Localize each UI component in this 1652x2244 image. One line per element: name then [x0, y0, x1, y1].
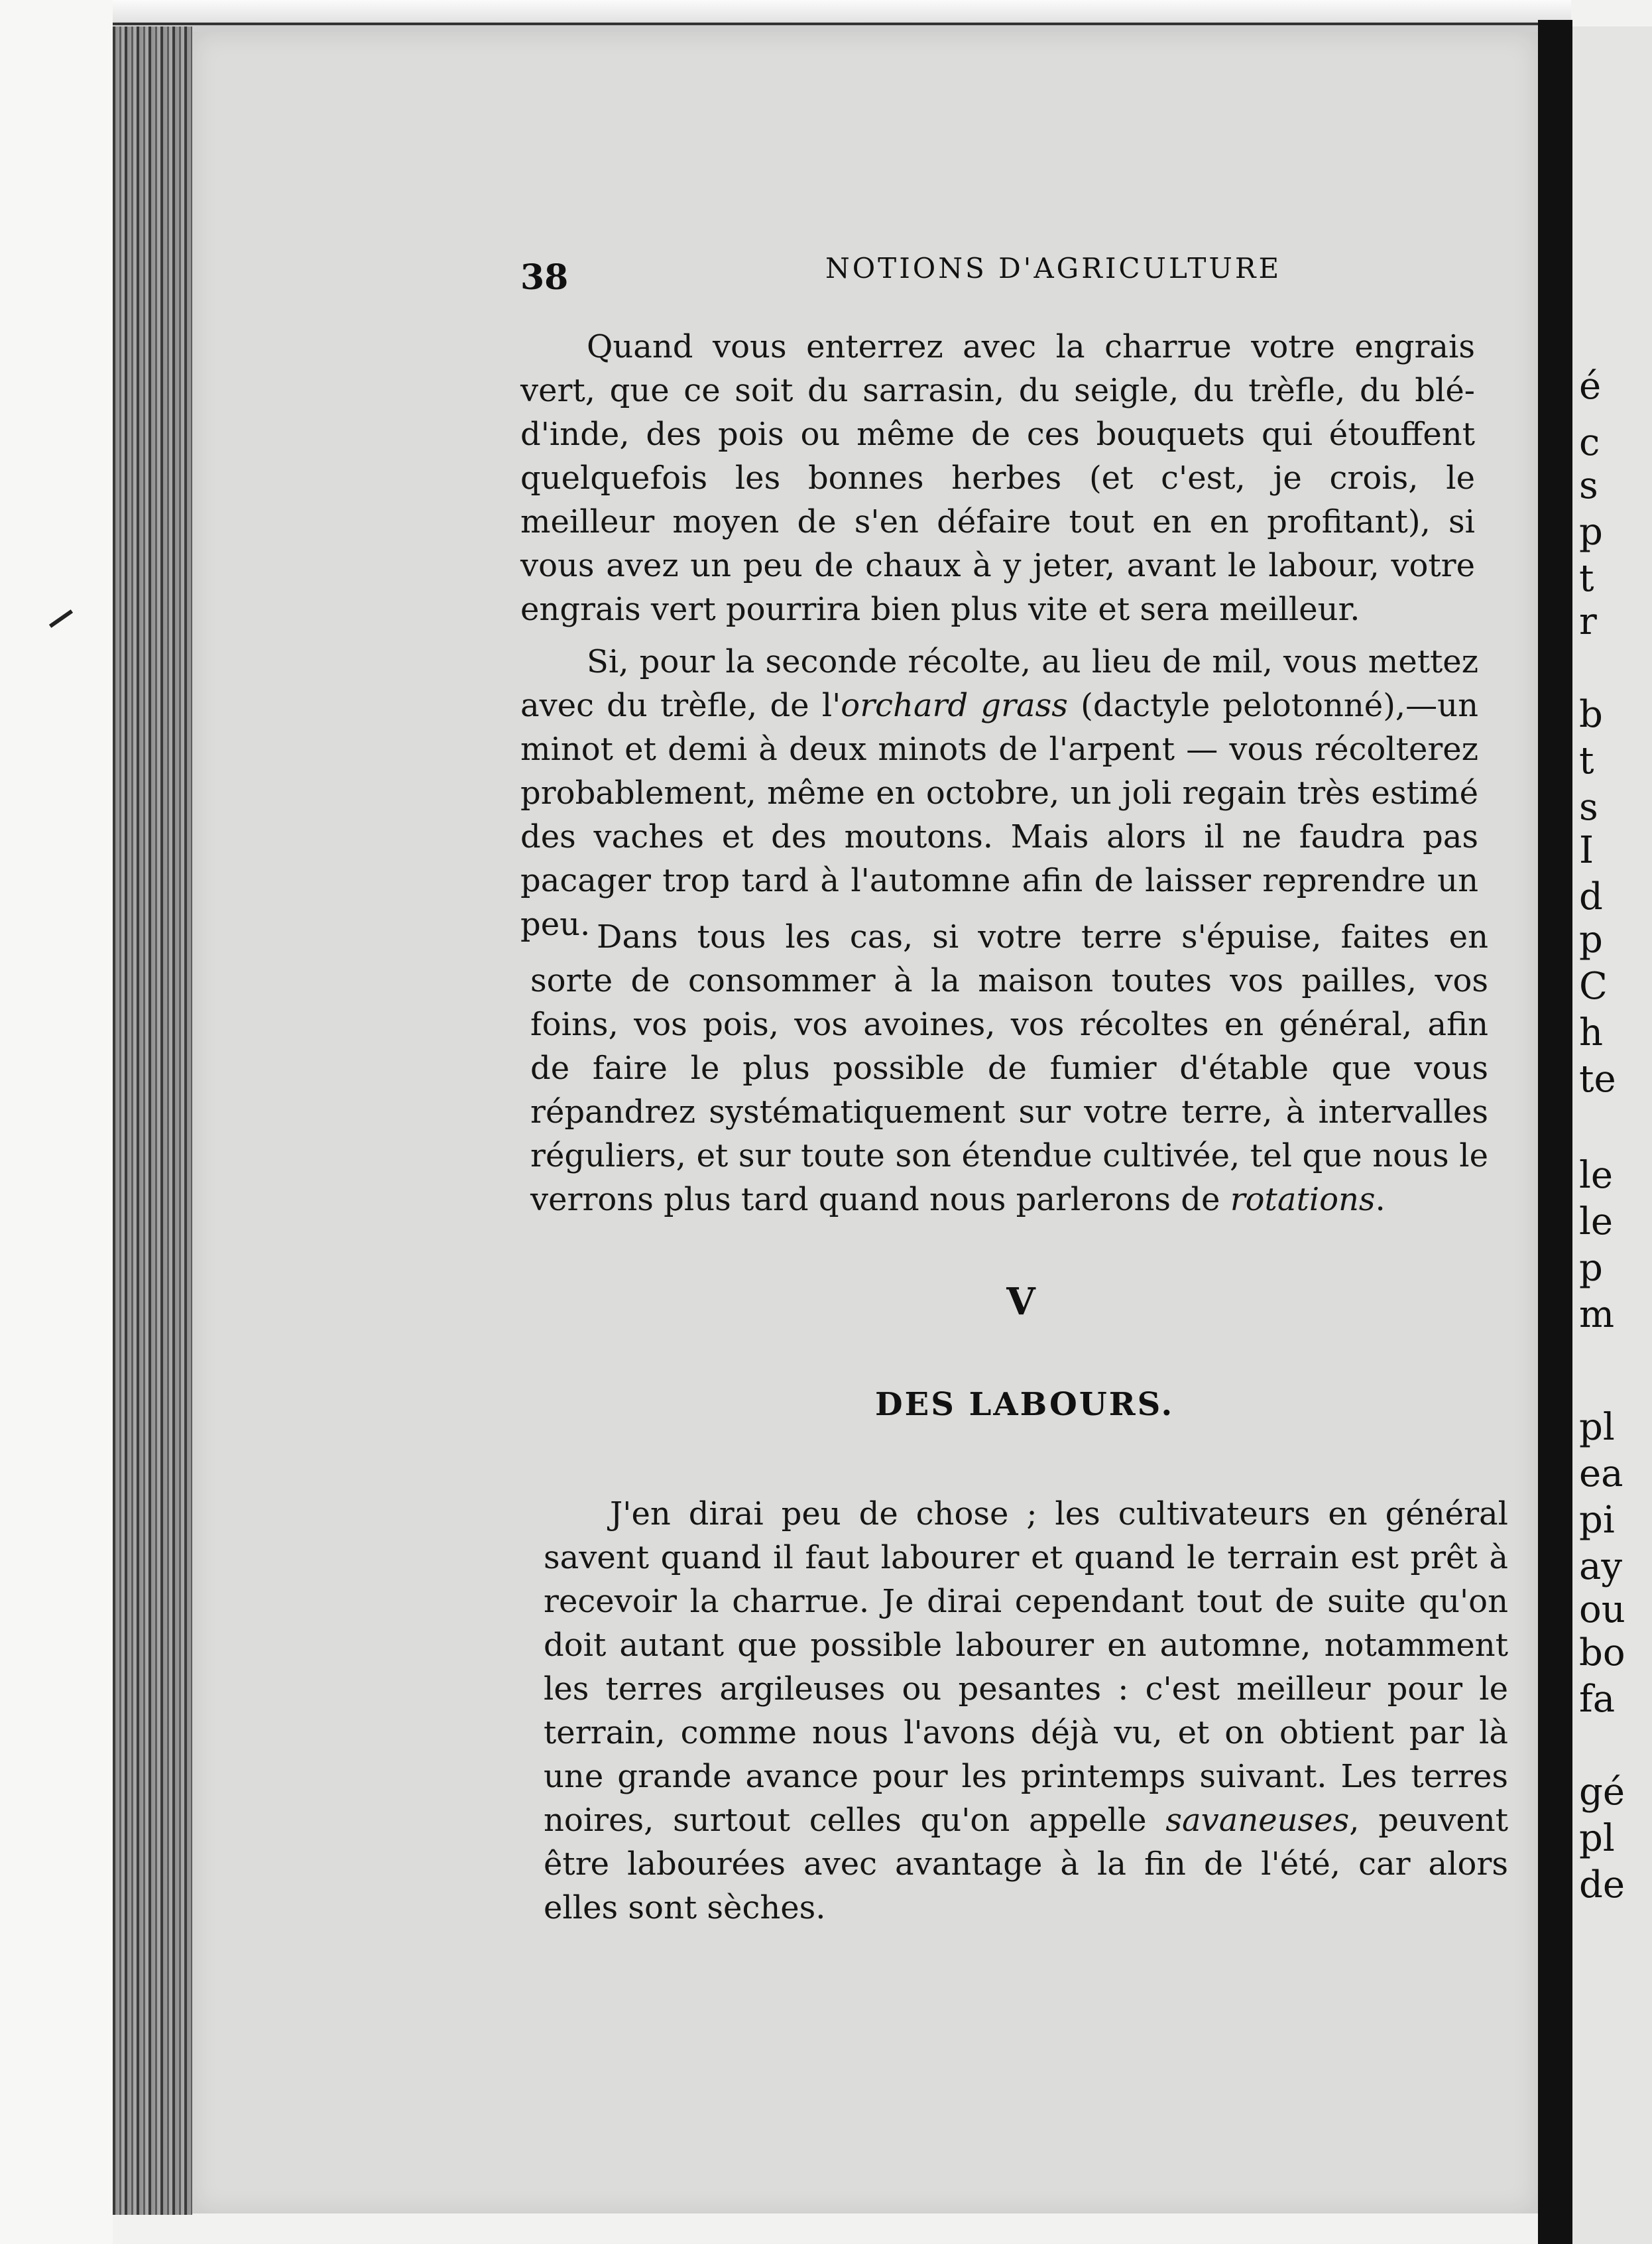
book-top-edge: [113, 0, 1571, 32]
section-paragraph-text-a: J'en dirai peu de chose ; les cultivateurs en général savent quand il faut labourer et quand le terrain est prêt à recevoir la charrue. Je dirai cependant tout de suite qu'on doit autant que possible labourer en automne, notamment les terres argileuses ou pesantes : c'est meilleur pour le terrain, comme nous l'avons déjà vu, et on obtient par là une grande avance pour les printemps suivant. Les terres noires, surtout celles qu'on appelle: [544, 1495, 1508, 1839]
adjacent-page-fragment: pi: [1579, 1499, 1615, 1542]
adjacent-page-fragment: de: [1579, 1863, 1625, 1906]
adjacent-page-fragment: d: [1579, 875, 1603, 918]
paragraph-2: [520, 640, 1478, 946]
adjacent-page-fragment: I: [1579, 829, 1594, 872]
adjacent-page-fragment: pl: [1579, 1406, 1615, 1449]
paragraph-3-text-a: Dans tous les cas, si votre terre s'épuise, faites en sorte de consommer à la maison toutes vos pailles, vos foins, vos pois, vos avoines, vos récoltes en général, afin de faire le plus possible de fumier d'étable que vous répandrez systématiquement sur votre terre, à intervalles réguliers, et sur toute son étendue cultivée, tel que nous le verrons plus tard quand nous parlerons de: [530, 918, 1488, 1218]
adjacent-page-fragment: b: [1579, 693, 1603, 736]
running-title: NOTIONS D'AGRICULTURE: [825, 252, 1282, 284]
adjacent-page-fragment: ay: [1579, 1545, 1623, 1588]
adjacent-page-fragment: bo: [1579, 1631, 1625, 1674]
paragraph-2-text-a: Si, pour la seconde récolte, au lieu de mil, vous mettez avec du trèfle, de l': [520, 643, 1478, 724]
adjacent-page-fragment: p: [1579, 1247, 1603, 1290]
paragraph-2-text-b: (dactyle pelotonné),—un minot et demi à deux minots de l'arpent — vous récolterez probablement, même en octobre, un joli regain très estimé des vaches et des moutons. Mais alors il ne faudra pas pacager trop tard à l'automne afin de laisser reprendre un peu.: [520, 687, 1479, 943]
paragraph-3-text-b: .: [1375, 1181, 1386, 1218]
page-stack-edges: [113, 27, 192, 2215]
section-number: V: [1006, 1280, 1035, 1324]
adjacent-page-fragment: h: [1579, 1011, 1604, 1054]
paragraph-1: [520, 325, 1475, 631]
adjacent-page-fragment: p: [1579, 511, 1603, 554]
scan-margin: [0, 0, 113, 2244]
paragraph-3-italic: rotations: [1230, 1181, 1376, 1218]
book-gutter: [1538, 20, 1572, 2244]
page-number: 38: [520, 257, 569, 298]
adjacent-page-fragment: t: [1579, 739, 1594, 782]
section-paragraph-text-b: , peuvent être labourées avec avantage à la fin de l'été, car alors elles sont sèches.: [544, 1802, 1509, 1926]
adjacent-page-fragment: ea: [1579, 1452, 1623, 1495]
adjacent-page-fragment: p: [1579, 918, 1603, 962]
adjacent-page-fragment: pl: [1579, 1817, 1615, 1860]
adjacent-page-fragment: gé: [1579, 1771, 1625, 1814]
adjacent-page-fragment: t: [1579, 557, 1594, 600]
adjacent-page-fragment: s: [1579, 464, 1598, 507]
paragraph-3: [530, 915, 1488, 1221]
section-title: DES LABOURS.: [875, 1386, 1175, 1423]
paragraph-1-text: Quand vous enterrez avec la charrue votre engrais vert, que ce soit du sarrasin, du seigle, du trèfle, du blé-d'inde, des pois ou même de ces bouquets qui étouffent quelquefois les bonnes herbes (et c'est, je crois, le meilleur moyen de s'en défaire tout en en profitant), si vous avez un peu de chaux à y jeter, avant le labour, votre engrais vert pourrira bien plus vite et sera meilleur.: [520, 328, 1475, 628]
adjacent-page-fragment: s: [1579, 786, 1598, 829]
adjacent-page-edge: [1572, 27, 1652, 2244]
adjacent-page-fragment: ou: [1579, 1588, 1625, 1631]
adjacent-page-fragment: m: [1579, 1293, 1615, 1336]
adjacent-page-fragment: le: [1579, 1154, 1614, 1197]
adjacent-page-fragment: fa: [1579, 1678, 1616, 1721]
section-paragraph-italic: savaneuses: [1165, 1802, 1350, 1839]
adjacent-page-fragment: te: [1579, 1058, 1616, 1101]
adjacent-page-fragment: r: [1579, 600, 1597, 643]
paragraph-2-italic: orchard grass: [841, 687, 1068, 724]
adjacent-page-fragment: C: [1579, 965, 1608, 1008]
adjacent-page-fragment: é: [1579, 365, 1602, 408]
section-paragraph: [544, 1492, 1508, 1930]
adjacent-page-fragment: c: [1579, 421, 1600, 464]
adjacent-page-fragment: le: [1579, 1200, 1614, 1243]
